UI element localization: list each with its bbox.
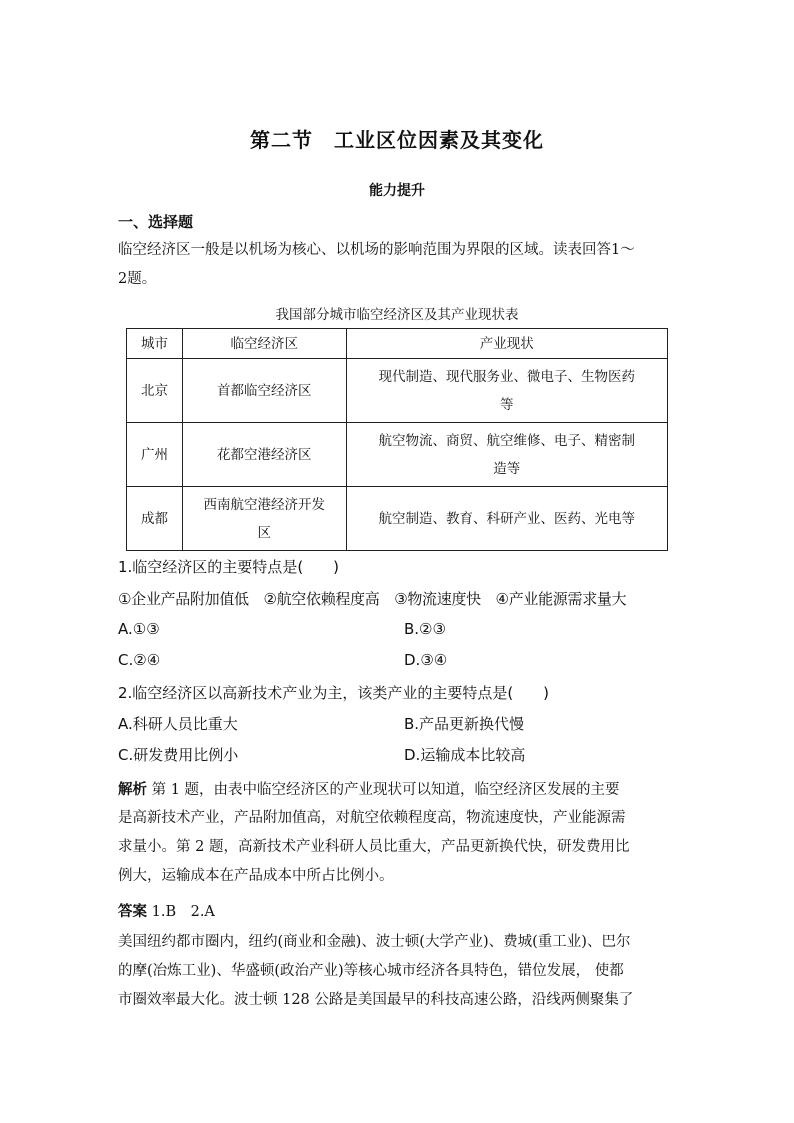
q1-option-d[interactable]: D.③④ xyxy=(404,651,448,669)
analysis-label: 解析 xyxy=(118,781,147,798)
passage-line-2: 的摩(冶炼工业)、华盛顿(政治产业)等核心城市经济各具特色，错位发展， 使都 xyxy=(118,963,624,979)
table-row xyxy=(127,423,668,487)
question-2-stem: 2.临空经济区以高新技术产业为主，该类产业的主要特点是( ) xyxy=(118,684,550,702)
analysis-text: 第 1 题，由表中临空经济区的产业现状可以知道，临空经济区发展的主要 xyxy=(151,782,620,798)
table-cell-city: 成都 xyxy=(127,487,183,551)
question-1-stem: 1.临空经济区的主要特点是( ) xyxy=(118,558,340,576)
table-caption: 我国部分城市临空经济区及其产业现状表 xyxy=(275,307,519,323)
q1-option-a[interactable]: A.①③ xyxy=(118,620,160,638)
table-header-row xyxy=(127,329,668,359)
industry-text: 等 xyxy=(500,396,514,413)
q2-option-b[interactable]: B.产品更新换代慢 xyxy=(404,715,525,733)
table-cell-zone: 首都临空经济区 xyxy=(182,359,346,423)
question-1-items: ①企业产品附加值低 ②航空依赖程度高 ③物流速度快 ④产业能源需求量大 xyxy=(118,590,627,608)
industry-table xyxy=(126,328,668,551)
page-title: 第二节 工业区位因素及其变化 xyxy=(250,128,544,152)
analysis-line-1 xyxy=(118,775,678,805)
analysis-line-3: 求量小。第 2 题，高新技术产业科研人员比重大，产品更新换代快，研发费用比 xyxy=(118,839,630,855)
intro-line-1: 临空经济区一般是以机场为核心、以机场的影响范围为界限的区域。读表回答1～ xyxy=(118,242,635,258)
table-cell-industry xyxy=(346,423,667,487)
section-heading: 一、选择题 xyxy=(118,213,194,231)
analysis-line-2: 是高新技术产业，产品附加值高，对航空依赖程度高，物流速度快，产业能源需 xyxy=(118,810,626,826)
industry-text: 航空物流、商贸、航空维修、电子、精密制 xyxy=(378,432,636,449)
table-header: 临空经济区 xyxy=(182,329,346,359)
industry-text: 现代制造、现代服务业、微电子、生物医药 xyxy=(378,368,636,385)
page-subtitle: 能力提升 xyxy=(369,183,425,199)
zone-text: 区 xyxy=(257,524,272,541)
analysis-line-4: 例大，运输成本在产品成本中所占比例小。 xyxy=(118,868,394,884)
table-cell-zone: 花都空港经济区 xyxy=(182,423,346,487)
table-header: 城市 xyxy=(127,329,183,359)
q2-option-d[interactable]: D.运输成本比较高 xyxy=(404,746,526,764)
q1-option-c[interactable]: C.②④ xyxy=(118,651,161,669)
table-row xyxy=(127,487,668,551)
table-cell-industry xyxy=(346,359,667,423)
intro-line-2: 2题。 xyxy=(118,271,157,287)
table-cell-industry: 航空制造、教育、科研产业、医药、光电等 xyxy=(346,487,667,551)
industry-text: 造等 xyxy=(493,460,521,477)
answer-value: 1.B 2.A xyxy=(151,904,215,920)
answer-label: 答案 xyxy=(118,903,147,920)
q1-option-b[interactable]: B.②③ xyxy=(404,620,446,638)
q2-option-c[interactable]: C.研发费用比例小 xyxy=(118,746,239,764)
table-cell-city: 北京 xyxy=(127,359,183,423)
zone-text: 西南航空港经济开发 xyxy=(203,496,326,513)
passage-line-1: 美国纽约都市圈内，纽约(商业和金融)、波士顿(大学产业)、费城(重工业)、巴尔 xyxy=(118,934,631,950)
table-header: 产业现状 xyxy=(346,329,667,359)
table-cell-zone xyxy=(182,487,346,551)
q2-option-a[interactable]: A.科研人员比重大 xyxy=(118,715,238,733)
answer-line xyxy=(118,897,678,927)
table-row xyxy=(127,359,668,423)
passage-line-3: 市圈效率最大化。波士顿 128 公路是美国最早的科技高速公路，沿线两侧聚集了 xyxy=(118,992,634,1008)
table-cell-city: 广州 xyxy=(127,423,183,487)
